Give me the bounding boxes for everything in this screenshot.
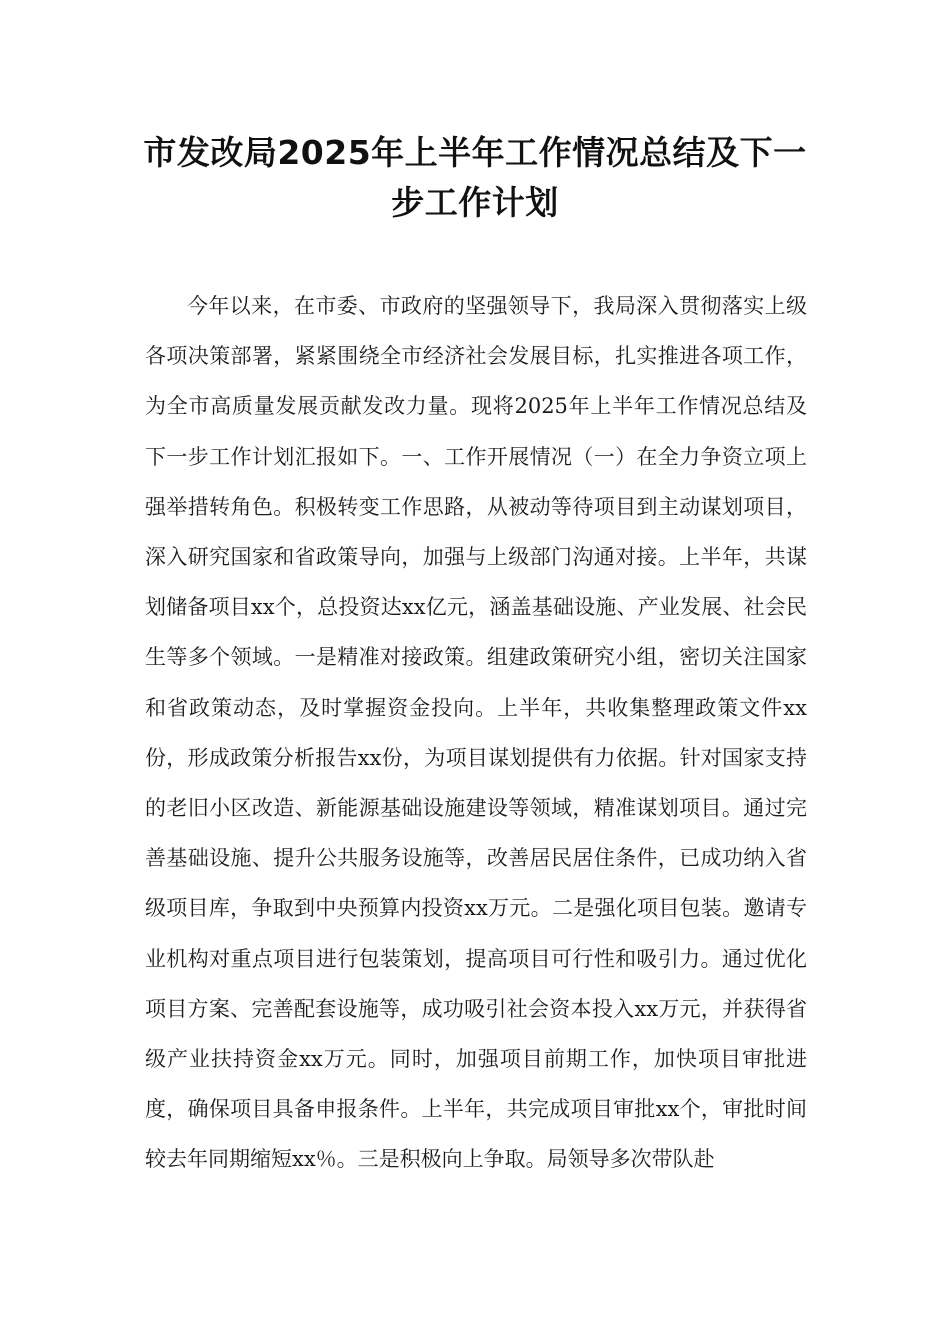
document-title: 市发改局2025年上半年工作情况总结及下一步工作计划 xyxy=(143,133,807,222)
body-paragraph: 今年以来，在市委、市政府的坚强领导下，我局深入贯彻落实上级各项决策部署，紧紧围绕全市经济社会发展目标，扎实推进各项工作，为全市高质量发展贡献发改力量。现将2025年上半年工作情况总结及下一步工作计划汇报如下。一、工作开展情况（一）在全力争资立项上强举措转角色。积极转变工作思路，从被动等待项目到主动谋划项目，深入研究国家和省政策导向，加强与上级部门沟通对接。上半年，共谋划储备项目xx个，总投资达xx亿元，涵盖基础设施、产业发展、社会民生等多个领域。一是精准对接政策。组建政策研究小组，密切关注国家和省政策动态，及时掌握资金投向。上半年，共收集整理政策文件xx份，形成政策分析报告xx份，为项目谋划提供有力依据。针对国家支持的老旧小区改造、新能源基础设施建设等领域，精准谋划项目。通过完善基础设施、提升公共服务设施等，改善居民居住条件，已成功纳入省级项目库，争取到中央预算内投资xx万元。二是强化项目包装。邀请专业机构对重点项目进行包装策划，提高项目可行性和吸引力。通过优化项目方案、完善配套设施等，成功吸引社会资本投入xx万元，并获得省级产业扶持资金xx万元。同时，加强项目前期工作，加快项目审批进度，确保项目具备申报条件。上半年，共完成项目审批xx个，审批时间较去年同期缩短xx％。三是积极向上争取。局领导多次带队赴 xyxy=(145,294,807,1172)
